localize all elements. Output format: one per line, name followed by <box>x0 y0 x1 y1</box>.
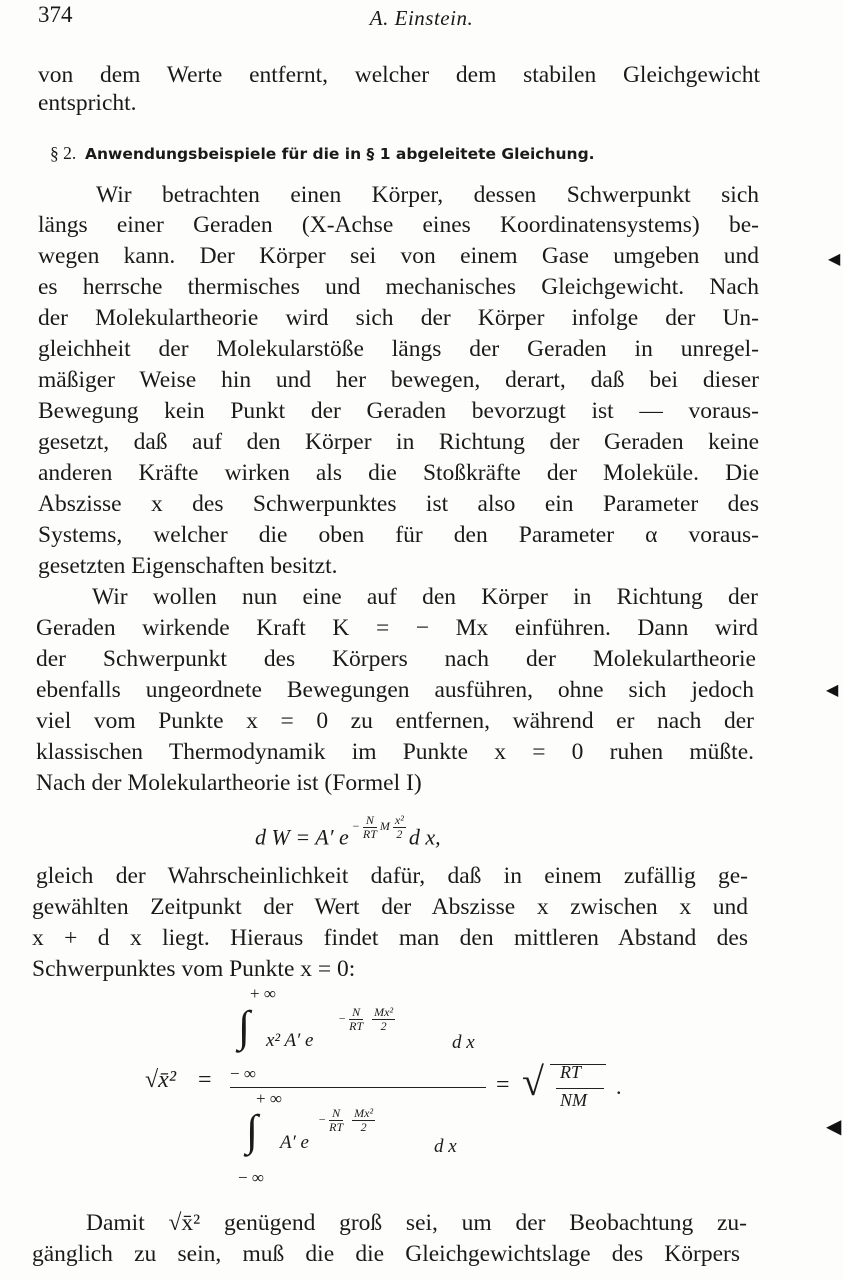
eq2-equals2: = <box>496 1072 510 1098</box>
main-fraction-bar <box>230 1087 486 1088</box>
text-line: gleichheit der Molekularstöße längs der Geraden in unregel- <box>38 336 759 362</box>
exp-num: N <box>349 1006 363 1020</box>
exp-fraction <box>349 1006 363 1033</box>
eq1-exp-fraction <box>363 814 377 841</box>
eq1-exp-minus: − <box>351 819 360 834</box>
text-line: Schwerpunktes vom Punkte x = 0: <box>32 956 356 982</box>
integral-sign: ∫ <box>238 1002 251 1051</box>
eq1-tail: d x, <box>408 824 441 850</box>
exp-den: RT <box>349 1019 364 1033</box>
eq2-num-dx: d x <box>452 1032 475 1053</box>
text-line: Nach der Molekulartheorie ist (Formel I) <box>36 770 422 796</box>
running-head: A. Einstein. <box>369 6 474 30</box>
text-line: Abszisse x des Schwerpunktes ist also ein Parameter des <box>38 491 759 517</box>
exp-fraction2 <box>372 1006 395 1033</box>
eq2-num-integrand: x² A′ e <box>266 1030 314 1051</box>
text-line: Wir wollen nun eine auf den Körper in Richtung der <box>92 584 758 610</box>
text-line: der Molekulartheorie wird sich der Körper infolge der Un- <box>38 305 759 331</box>
text-line: Geraden wirkende Kraft K = − Mx einführen. Dann wird <box>36 615 758 641</box>
text-line: gänglich zu sein, muß die die Gleichgewichtslage des Körpers <box>32 1241 740 1267</box>
eq1-exp-m: M <box>379 819 390 834</box>
margin-arrow-icon: ◀ <box>826 1116 842 1138</box>
rhs-num: RT <box>560 1062 582 1082</box>
exp-fraction2 <box>352 1107 375 1134</box>
exp2-num: Mx² <box>354 1106 374 1120</box>
text-line: von dem Werte entfernt, welcher dem stabilen Gleichgewicht <box>38 62 760 88</box>
text-line: gleich der Wahrscheinlichkeit dafür, daß in einem zufällig ge- <box>36 863 748 889</box>
eq2-equals: = <box>198 1067 212 1093</box>
page-header <box>0 0 843 40</box>
exp2-num: Mx² <box>374 1005 394 1019</box>
exp-den: RT <box>329 1120 344 1134</box>
exp2-den: 2 <box>380 1019 387 1033</box>
text-line: wegen kann. Der Körper sei von einem Gase umgeben und <box>38 243 759 269</box>
integral-sign: ∫ <box>246 1106 259 1155</box>
eq1-exp-num: N <box>363 814 377 828</box>
page-number: 374 <box>38 2 73 27</box>
text-line: anderen Kräfte wirken als die Stoßkräfte der Moleküle. Die <box>38 460 759 486</box>
rhs-fraction-bar <box>556 1088 604 1089</box>
margin-arrow-icon: ◀ <box>826 682 839 699</box>
text-line: es herrsche thermisches und mechanisches Gleichgewicht. Nach <box>38 274 759 300</box>
eq2-lhs: √x̄² <box>145 1067 177 1093</box>
eq2-upper-limit: + ∞ <box>250 984 276 1003</box>
text-line: entspricht. <box>38 90 137 116</box>
exp-minus: − <box>318 1112 327 1127</box>
exp-minus: − <box>338 1011 347 1026</box>
eq2-num-exponent <box>338 1006 395 1033</box>
eq1-exp-fraction2 <box>393 814 406 841</box>
section-title: Anwendungsbeispiele für die in § 1 abgeleitete Gleichung. <box>85 145 595 163</box>
rhs-den: NM <box>560 1090 587 1110</box>
eq2-lower-limit: − ∞ <box>230 1064 256 1083</box>
text-line: gesetzt, daß auf den Körper in Richtung der Geraden keine <box>38 429 759 455</box>
text-line: längs einer Geraden (X-Achse eines Koordinatensystems) be- <box>38 212 759 238</box>
text-line: Damit √x̄² genügend groß sei, um der Beobachtung zu- <box>86 1210 747 1236</box>
text-line: Wir betrachten einen Körper, dessen Schwerpunkt sich <box>96 182 759 208</box>
eq2-lower-limit-den: − ∞ <box>238 1168 264 1187</box>
text-line: der Schwerpunkt des Körpers nach der Molekulartheorie <box>36 646 756 672</box>
text-line: Systems, welcher die oben für den Parameter α voraus- <box>38 522 759 548</box>
text-line: mäßiger Weise hin und her bewegen, derart, daß bei dieser <box>38 367 759 393</box>
eq2-den-dx: d x <box>434 1136 457 1157</box>
text-line: gesetzten Eigenschaften besitzt. <box>38 553 338 579</box>
eq1-exp-den: RT <box>362 827 377 841</box>
text-line: viel vom Punkte x = 0 zu entfernen, während er nach der <box>36 708 754 734</box>
equation-formula-1 <box>255 813 441 851</box>
eq2-den-exponent <box>318 1107 375 1134</box>
text-line: gewählten Zeitpunkt der Wert der Abszisse x zwischen x und <box>32 894 748 920</box>
text-line: ebenfalls ungeordnete Bewegungen ausführen, ohne sich jedoch <box>36 677 754 703</box>
eq1-exp2-num: x² <box>394 813 404 827</box>
eq1-lhs: d W = A′ e <box>255 824 349 850</box>
text-line: Bewegung kein Punkt der Geraden bevorzugt ist — voraus- <box>38 398 759 424</box>
eq2-den-integrand: A′ e <box>280 1132 309 1153</box>
exp-fraction <box>329 1107 343 1134</box>
eq2-upper-limit-den: + ∞ <box>256 1089 282 1108</box>
text-line: x + d x liegt. Hieraus findet man den mittleren Abstand des <box>32 925 748 951</box>
sqrt-sign: √ <box>522 1059 544 1104</box>
exp-num: N <box>329 1107 343 1121</box>
section-number: § 2. <box>50 143 77 163</box>
exp2-den: 2 <box>360 1120 367 1134</box>
section-heading <box>50 143 750 164</box>
rhs-end: . <box>616 1074 622 1099</box>
eq1-exp2-den: 2 <box>396 827 403 841</box>
margin-arrow-icon: ◀ <box>828 251 841 268</box>
text-line: klassischen Thermodynamik im Punkte x = 0 ruhen müßte. <box>36 739 754 765</box>
